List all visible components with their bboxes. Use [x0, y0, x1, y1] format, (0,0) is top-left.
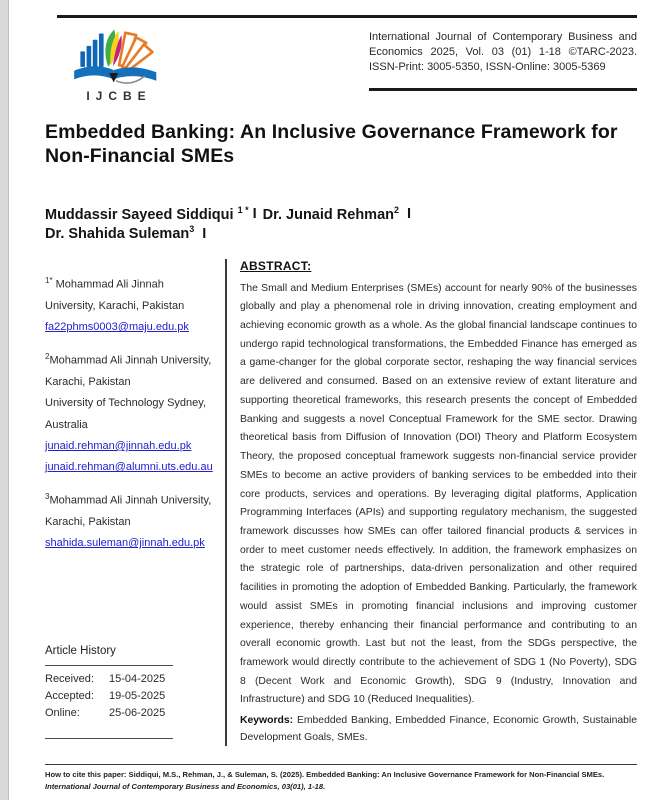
author-separator: I [252, 206, 257, 223]
journal-logo-icon [60, 25, 172, 87]
history-accepted-value: 19-05-2025 [109, 690, 166, 703]
affiliation-2-org2: University of Technology Sydney, Australia [45, 397, 207, 431]
author-name-2: Dr. Junaid Rehman [262, 206, 394, 223]
two-column-body [45, 259, 637, 747]
citation-footer [45, 764, 637, 792]
affiliation-1 [45, 273, 215, 339]
affiliation-3-org: Mohammad Ali Jinnah University, Karachi, Pakistan [45, 494, 212, 528]
citation-text [45, 769, 637, 792]
author-name-3: Dr. Shahida Suleman [45, 225, 190, 242]
affiliation-1-org: Mohammad Ali Jinnah University, Karachi, Pakistan [45, 278, 185, 312]
article-history [45, 645, 215, 746]
affiliation-3 [45, 489, 215, 555]
authors-line [45, 205, 637, 244]
citation-line-2: International Journal of Contemporary Business and Economics, 03(01), 1-18. [45, 781, 326, 791]
left-sidebar [45, 259, 227, 747]
history-row-accepted [45, 688, 215, 705]
history-received-value: 15-04-2025 [109, 673, 166, 686]
affiliation-2-org: Mohammad Ali Jinnah University, Karachi, Pakistan [45, 354, 212, 388]
author-separator: I [202, 225, 207, 242]
page-edge-shadow [0, 0, 9, 800]
article-history-label: Article History [45, 645, 116, 658]
header-top-rule [57, 15, 637, 18]
history-accepted-label: Accepted: [45, 690, 94, 703]
journal-info-block [369, 25, 637, 103]
author-sup-3: 3 [189, 224, 195, 235]
journal-logo-acronym: IJCBE [86, 89, 152, 103]
author-sup-1: 1 * [237, 204, 249, 215]
affiliation-2-email-link-1[interactable]: junaid.rehman@jinnah.edu.pk [45, 439, 192, 452]
history-received-label: Received: [45, 673, 94, 686]
abstract-column [227, 259, 637, 747]
journal-info-text: International Journal of Contemporary Business and Economics 2025, Vol. 03 (01) 1-18 ©TARC-2023. ISSN-Print: 3005-5350, ISSN-Online: 3005-5369 [369, 31, 637, 73]
history-row-received [45, 671, 215, 688]
history-online-value: 25-06-2025 [109, 707, 166, 720]
page-header [45, 25, 637, 103]
journal-logo [45, 25, 185, 103]
affiliation-2-email-link-2[interactable]: junaid.rehman@alumni.uts.edu.au [45, 461, 213, 474]
affiliation-1-email-link[interactable]: fa22phms0003@maju.edu.pk [45, 321, 189, 334]
article-history-rule-bottom [45, 738, 173, 739]
author-separator: I [407, 206, 412, 223]
affiliation-1-sup: 1* [45, 275, 53, 285]
citation-rule [45, 764, 637, 765]
keywords-text: Embedded Banking, Embedded Finance, Economic Growth, Sustainable Development Goals, SMEs. [240, 715, 637, 744]
author-sup-2: 2 [394, 204, 400, 215]
affiliation-2-sup: 2 [45, 351, 50, 361]
history-online-label: Online: [45, 707, 80, 720]
history-row-online [45, 705, 215, 722]
affiliation-3-email-link[interactable]: shahida.suleman@jinnah.edu.pk [45, 537, 205, 550]
journal-info-rule [369, 88, 637, 91]
article-page [45, 0, 637, 792]
keywords-line [240, 712, 637, 746]
citation-line-1: How to cite this paper: Siddiqui, M.S., Rehman, J., & Suleman, S. (2025). Embedded Banking: An Inclusive Governance Framework for Non-Financial SMEs. [45, 770, 605, 780]
authors-row-2 [45, 224, 637, 244]
abstract-heading: ABSTRACT: [240, 258, 312, 273]
affiliation-3-sup: 3 [45, 491, 50, 501]
authors-row-1 [45, 205, 637, 225]
article-title: Embedded Banking: An Inclusive Governance Framework for Non-Financial SMEs [45, 121, 618, 167]
keywords-label: Keywords: [240, 715, 294, 727]
abstract-text: The Small and Medium Enterprises (SMEs) account for nearly 90% of the businesses globally and play a phenomenal role in driving innovation, creating employment and achieving economic growth as a whole. As the global financial landscape continues to undergo rapid technological transformations, the Embedded Finance has emerged as a game-changer for the global corporate sector, reshaping the way financial services are delivered and consumed. Based on an extensive review of extant literature and supporting theoretical frameworks, this research presents the concept of Embedded Banking and suggests a novel Conceptual Framework for the SME sector. Drawing theoretical basis from Diffusion of Innovation (DOI) Theory and Platform Ecosystem Theory, the proposed conceptual framework suggests non-financial service provider SMEs to become an active providers of banking services to be embedded into their core products, services and operations. By leveraging digital platforms, Application Programming Interfaces (APIs) and supporting regulatory mechanism, the suggested framework discusses how SMEs can offer tailored financial products & services in order to meet customer needs effectively. In addition, the framework emphasizes on the strategic role of partnerships, data-driven personalization and other required facilities in promoting the adoption of Embedded Banking. Particularly, the framework would assist SMEs in promoting financial inclusions and improving customer experience, thereby enhancing their financial performance and contributing to an overall economic growth. Last but not the least, from the SDGs perspective, the framework would directly contribute to the achievement of SDG 1 (No Poverty), SDG 8 (Decent Work and Economic Growth), SDG 9 (Industry, Innovation and Infrastructure) and SDG 10 (Reduced Inequalities). [240, 282, 637, 706]
article-history-rule-top [45, 665, 173, 666]
author-name-1: Muddassir Sayeed Siddiqui [45, 206, 234, 223]
affiliation-2 [45, 349, 215, 479]
